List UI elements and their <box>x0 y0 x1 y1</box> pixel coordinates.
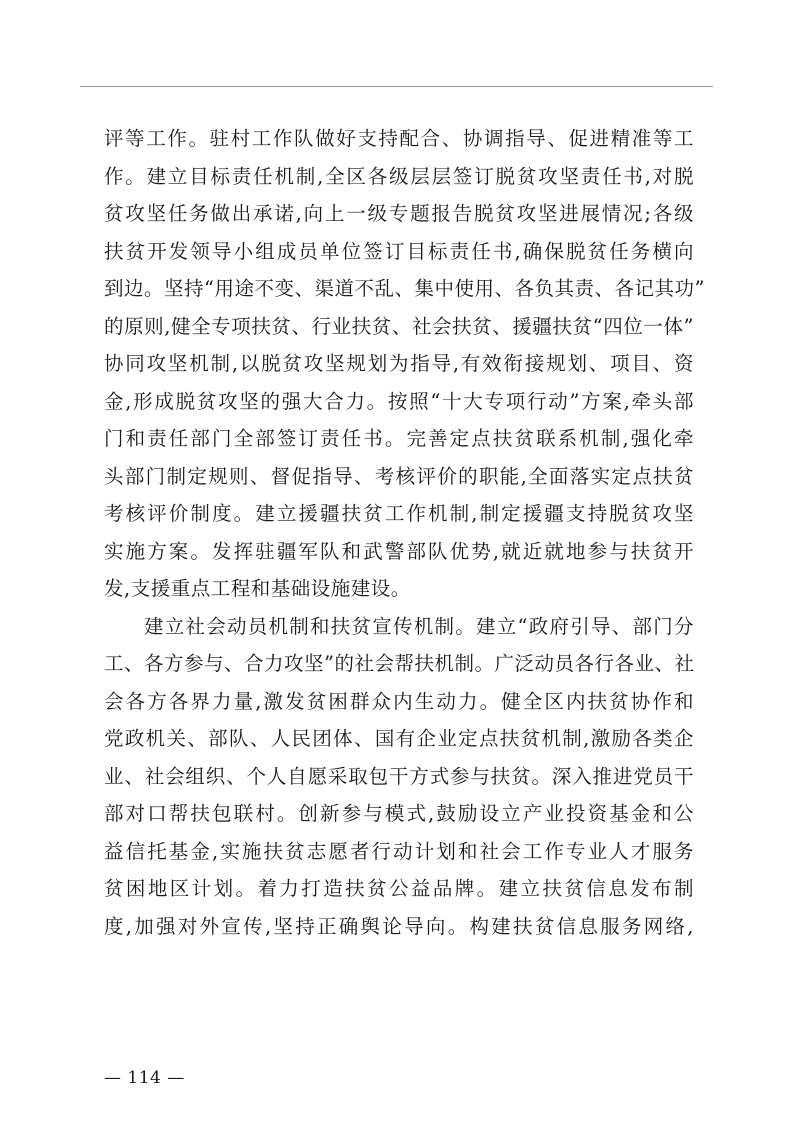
text-line: 部对口帮扶包联村。创新参与模式,鼓励设立产业投资基金和公 <box>104 802 694 825</box>
text-line: 头部门制定规则、督促指导、考核评价的职能,全面落实定点扶贫 <box>104 464 694 488</box>
header-rule <box>80 86 713 87</box>
text-line: 发,支援重点工程和基础设施建设。 <box>104 577 411 600</box>
text-line: 到边。坚持“用途不变、渠道不乱、集中使用、各负其责、各记其功” <box>104 277 705 300</box>
text-line: 度,加强对外宣传,坚持正确舆论导向。构建扶贫信息服务网络, <box>104 914 694 938</box>
text-line: 门和责任部门全部签订责任书。完善定点扶贫联系机制,强化牵 <box>104 427 694 450</box>
document-body <box>104 120 705 945</box>
text-line: 党政机关、部队、人民团体、国有企业定点扶贫机制,激励各类企 <box>104 727 694 750</box>
page-number: — 114 — <box>104 1068 185 1088</box>
paragraph <box>104 608 694 946</box>
text-line: 实施方案。发挥驻疆军队和武警部队优势,就近就地参与扶贫开 <box>104 539 694 563</box>
text-line: 金,形成脱贫攻坚的强大合力。按照“十大专项行动”方案,牵头部 <box>104 389 694 413</box>
text-line: 作。建立目标责任机制,全区各级层层签订脱贫攻坚责任书,对脱 <box>104 164 694 188</box>
text-line: 建立社会动员机制和扶贫宣传机制。建立“政府引导、部门分 <box>144 614 694 638</box>
text-line: 贫攻坚任务做出承诺,向上一级专题报告脱贫攻坚进展情况;各级 <box>104 202 694 225</box>
text-line: 业、社会组织、个人自愿采取包干方式参与扶贫。深入推进党员干 <box>104 764 694 788</box>
text-line: 贫困地区计划。着力打造扶贫公益品牌。建立扶贫信息发布制 <box>104 877 694 900</box>
text-line: 扶贫开发领导小组成员单位签订目标责任书,确保脱贫任务横向 <box>104 239 694 263</box>
text-line: 评等工作。驻村工作队做好支持配合、协调指导、促进精准等工 <box>104 127 694 150</box>
text-line: 会各方各界力量,激发贫困群众内生动力。健全区内扶贫协作和 <box>104 689 694 713</box>
text-line: 协同攻坚机制,以脱贫攻坚规划为指导,有效衔接规划、项目、资 <box>104 352 694 375</box>
text-line: 工、各方参与、合力攻坚”的社会帮扶机制。广泛动员各行各业、社 <box>104 652 695 675</box>
text-line: 考核评价制度。建立援疆扶贫工作机制,制定援疆支持脱贫攻坚 <box>104 502 694 525</box>
paragraph <box>104 120 705 608</box>
text-line: 的原则,健全专项扶贫、行业扶贫、社会扶贫、援疆扶贫“四位一体” <box>104 314 694 338</box>
text-line: 益信托基金,实施扶贫志愿者行动计划和社会工作专业人才服务 <box>104 839 694 863</box>
